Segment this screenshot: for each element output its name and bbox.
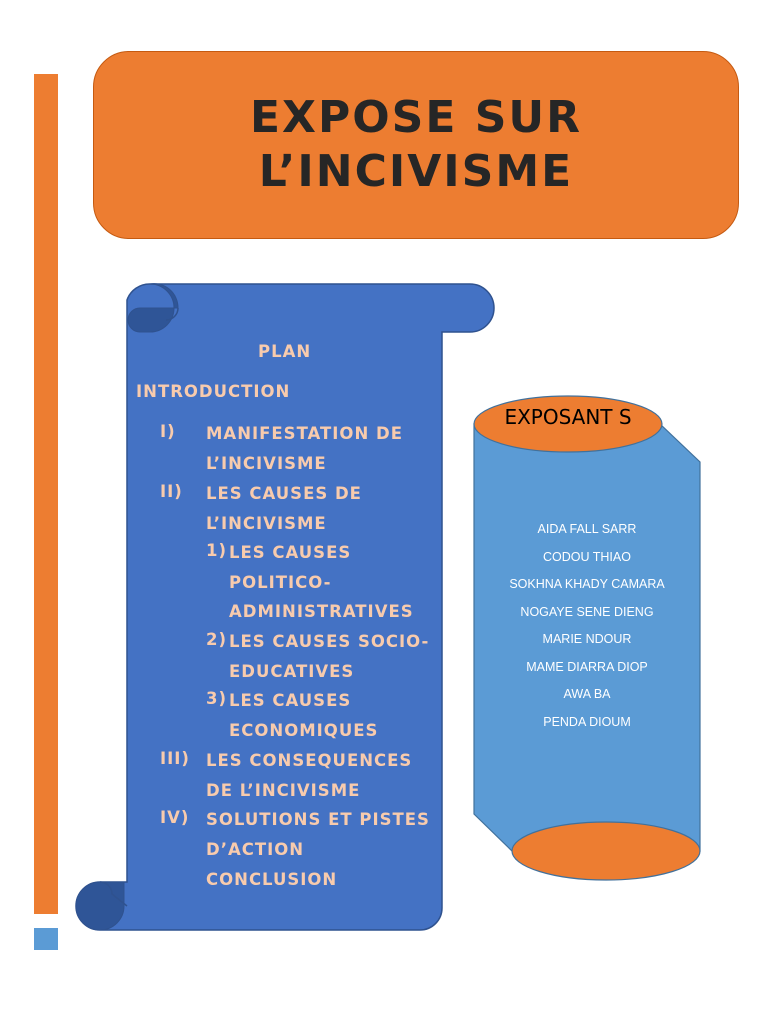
subsection-title: [229, 686, 378, 745]
section-number: IV): [160, 808, 190, 827]
subsection-number: 1): [206, 541, 228, 560]
section-line: ADMINISTRATIVES: [229, 602, 414, 622]
plan-conclusion: CONCLUSION: [206, 870, 338, 889]
section-line: POLITICO-: [229, 572, 332, 592]
section-line: LES CAUSES: [229, 691, 352, 710]
exposant-name: AIDA FALL SARR: [537, 522, 637, 536]
exposant-name: SOKHNA KHADY CAMARA: [509, 577, 665, 591]
subsection-title: [229, 538, 414, 627]
section-line: L’INCIVISME: [206, 453, 327, 473]
section-title: [206, 805, 430, 864]
subsection-number: 2): [206, 630, 228, 649]
page-title: EXPOSE SUR L’INCIVISME: [250, 92, 582, 197]
section-line: L’INCIVISME: [206, 513, 327, 533]
exposant-name: AWA BA: [563, 687, 611, 701]
section-line: LES CONSEQUENCES: [206, 751, 413, 770]
subsection-title: [229, 627, 429, 686]
section-line: SOLUTIONS ET PISTES: [206, 810, 430, 829]
section-number: II): [160, 482, 183, 501]
section-line: LES CAUSES: [229, 543, 352, 562]
section-line: EDUCATIVES: [229, 661, 355, 681]
exposant-name: CODOU THIAO: [543, 549, 631, 564]
section-line: DE L’INCIVISME: [206, 780, 361, 800]
exposants-list: [474, 518, 700, 738]
section-title: [206, 479, 362, 538]
section-line: ECONOMIQUES: [229, 720, 379, 740]
exposants-title: EXPOSANT S: [504, 405, 632, 429]
exposant-name: MARIE NDOUR: [542, 632, 632, 646]
section-number: I): [160, 422, 176, 441]
section-line: MANIFESTATION DE: [206, 424, 403, 443]
subsection-number: 3): [206, 689, 228, 708]
section-line: LES CAUSES SOCIO-: [229, 632, 430, 651]
plan-heading: PLAN: [258, 342, 312, 361]
section-line: LES CAUSES DE: [206, 484, 362, 503]
section-line: D’ACTION: [206, 839, 305, 859]
section-title: [206, 419, 403, 478]
section-number: III): [160, 749, 190, 768]
exposant-name: NOGAYE SENE DIENG: [520, 604, 654, 619]
exposant-name: PENDA DIOUM: [543, 714, 631, 729]
section-title: [206, 746, 412, 805]
exposant-name: MAME DIARRA DIOP: [526, 659, 648, 674]
plan-introduction: INTRODUCTION: [136, 382, 291, 401]
